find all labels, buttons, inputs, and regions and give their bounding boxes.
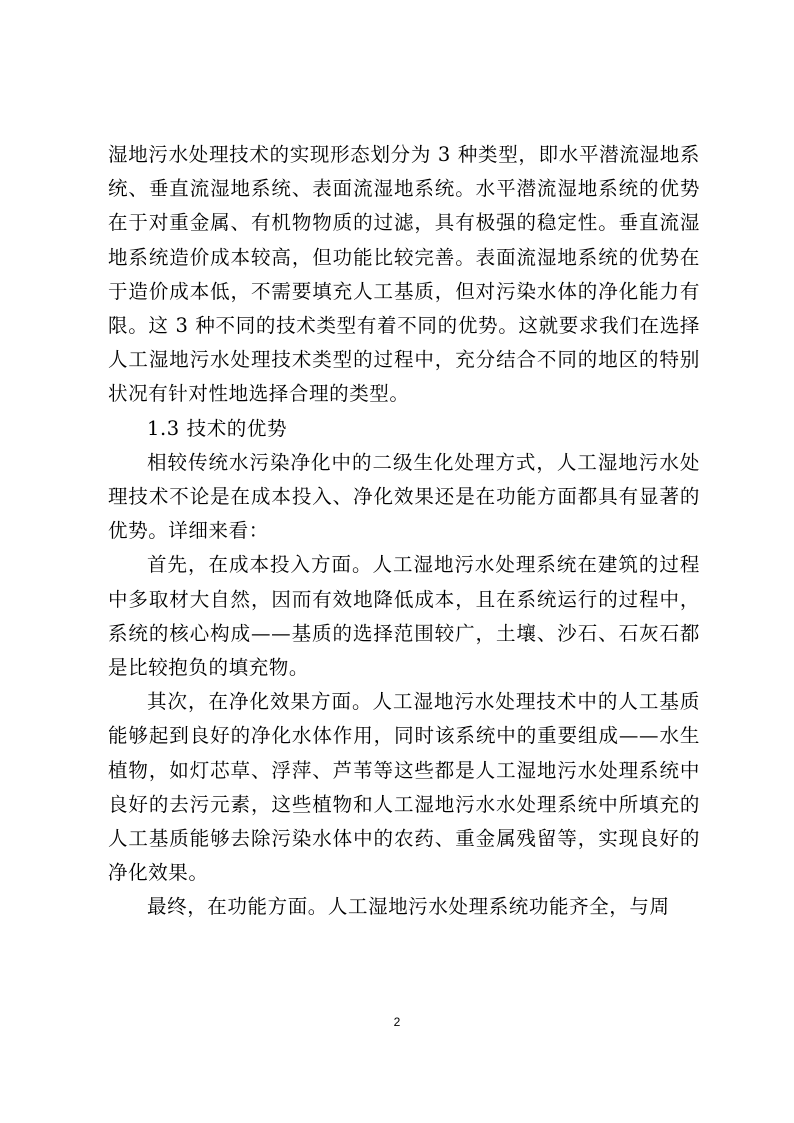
paragraph-advantages-intro: 相较传统水污染净化中的二级生化处理方式，人工湿地污水处理技术不论是在成本投入、净化效果还是在功能方面都具有显著的优势。详细来看： xyxy=(108,450,700,543)
paragraph-purification-effect: 其次，在净化效果方面。人工湿地污水处理技术中的人工基质能够起到良好的净化水体作用，同时该系统中的重要组成——水生植物，如灯芯草、浮萍、芦苇等这些都是人工湿地污水处理系统中良好的去污元素，这些植物和人工湿地污水水处理系统中所填充的人工基质能够去除污染水体中的农药、重金属残留等，实现良好的净化效果。 xyxy=(108,690,700,885)
section-heading-technical-advantages: 1.3 技术的优势 xyxy=(147,416,288,440)
document-body xyxy=(108,138,700,925)
page-number: 2 xyxy=(393,1015,401,1029)
paragraph-cost-investment: 首先，在成本投入方面。人工湿地污水处理系统在建筑的过程中多取材大自然，因而有效地降低成本，且在系统运行的过程中，系统的核心构成——基质的选择范围较广，土壤、沙石、石灰石都是比较抱负的填充物。 xyxy=(108,553,700,680)
paragraph-wetland-types: 湿地污水处理技术的实现形态划分为 3 种类型，即水平潜流湿地系统、垂直流湿地系统、表面流湿地系统。水平潜流湿地系统的优势在于对重金属、有机物物质的过滤，具有极强的稳定性。垂直流湿地系统造价成本较高，但功能比较完善。表面流湿地系统的优势在于造价成本低，不需要填充人工基质，但对污染水体的净化能力有限。这 3 种不同的技术类型有着不同的优势。这就要求我们在选择人工湿地污水处理技术类型的过程中，充分结合不同的地区的特别状况有针对性地选择合理的类型。 xyxy=(108,143,700,406)
paragraph-functionality: 最终，在功能方面。人工湿地污水处理系统功能齐全，与周 xyxy=(147,895,670,919)
